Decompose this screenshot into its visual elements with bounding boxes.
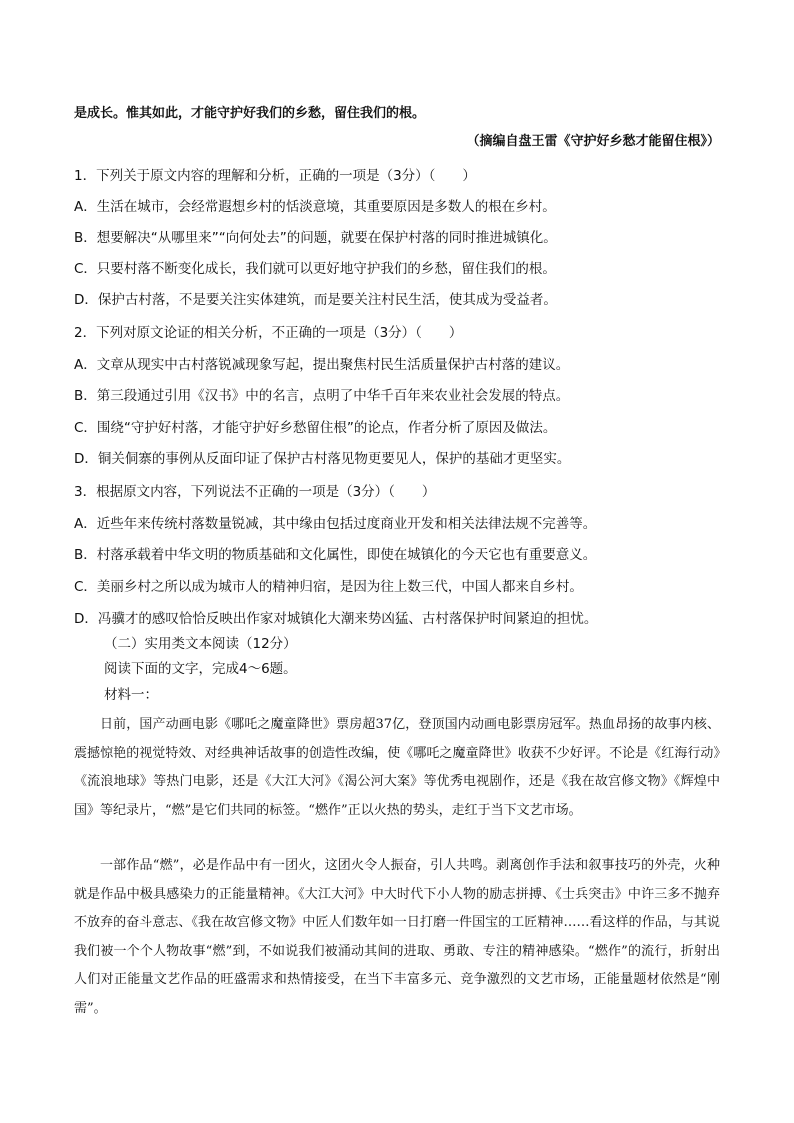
material-paragraph-1: 日前，国产动画电影《哪吒之魔童降世》票房超37亿，登顶国内动画电影票房冠军。热血昂扬的故事内核、震撼惊艳的视觉特效、对经典神话故事的创造性改编，使《哪吒之魔童降世》收获不少好评。不论是《红海行动》《流浪地球》等热门电影，还是《大江大河》《渴公河大案》等优秀电视剧作，还是《我在故宫修文物》《辉煌中国》等纪录片，“燃”是它们共同的标签。“燃作”正以火热的势头，走红于当下文艺市场。 — [74, 717, 720, 818]
question-3-option-d: D．冯骥才的感叹恰恰反映出作家对城镇化大潮来势凶猛、古村落保护时间紧迫的担忧。 — [74, 611, 598, 627]
question-2-option-b: B．第三段通过引用《汉书》中的名言，点明了中华千百年来农业社会发展的特点。 — [74, 388, 570, 404]
question-2-option-d: D．铜关侗寨的事例从反面印证了保护古村落见物更要见人，保护的基础才更坚实。 — [74, 451, 571, 467]
material-label: 材料一： — [104, 687, 158, 703]
question-2-stem: 2．下列对原文论证的相关分析，不正确的一项是（3分）（ ） — [74, 325, 463, 341]
question-1-stem: 1．下列关于原文内容的理解和分析，正确的一项是（3分）（ ） — [74, 168, 476, 184]
material-paragraph-2: 一部作品“燃”，必是作品中有一团火，这团火令人振奋，引人共鸣。剥离创作手法和叙事技巧的外壳，火种就是作品中极具感染力的正能量精神。《大江大河》中大时代下小人物的励志拼搏、《士兵突击》中许三多不抛弃不放弃的奋斗意志、《我在故宫修文物》中匠人们数年如一日打磨一件国宝的工匠精神……看这样的作品，与其说我们被一个个人物故事“燃”到，不如说我们被涌动其间的进取、勇敢、专注的精神感染。“燃作”的流行，折射出人们对正能量文艺作品的旺盛需求和热情接受，在当下丰富多元、竞争激烈的文艺市场，正能量题材依然是“刚需”。 — [74, 858, 720, 1016]
question-1-option-b: B．想要解决“从哪里来”“向何处去”的问题，就要在保护村落的同时推进城镇化。 — [74, 230, 557, 246]
question-1-option-a: A．生活在城市，会经常遐想乡村的恬淡意境，其重要原因是多数人的根在乡村。 — [74, 199, 556, 215]
intro-tail-text: 是成长。惟其如此，才能守护好我们的乡愁，留住我们的根。 — [74, 106, 426, 121]
question-2-option-a: A．文章从现实中古村落锐减现象写起，提出聚焦村民生活质量保护古村落的建议。 — [74, 357, 570, 373]
section-instruction: 阅读下面的文字，完成4～6题。 — [104, 661, 297, 677]
question-2-option-c: C．围绕“守护好村落，才能守护好乡愁留住根”的论点，作者分析了原因及做法。 — [74, 420, 557, 436]
question-3-stem: 3．根据原文内容，下列说法不正确的一项是（3分）（ ） — [74, 484, 436, 500]
question-3-option-a: A．近些年来传统村落数量锐减，其中缘由包括过度商业开发和相关法律法规不完善等。 — [74, 516, 597, 532]
section-title: （二）实用类文本阅读（12分） — [104, 636, 297, 652]
question-1-option-c: C．只要村落不断变化成长，我们就可以更好地守护我们的乡愁，留住我们的根。 — [74, 261, 556, 277]
question-3-option-b: B．村落承载着中华文明的物质基础和文化属性，即使在城镇化的今天它也有重要意义。 — [74, 547, 597, 563]
question-1-option-d: D．保护古村落，不是要关注实体建筑，而是要关注村民生活，使其成为受益者。 — [74, 292, 557, 308]
question-3-option-c: C．美丽乡村之所以成为城市人的精神归宿，是因为往上数三代，中国人都来自乡村。 — [74, 579, 583, 595]
citation: （摘编自盘王雷《守护好乡愁才能留住根》） — [466, 134, 720, 149]
